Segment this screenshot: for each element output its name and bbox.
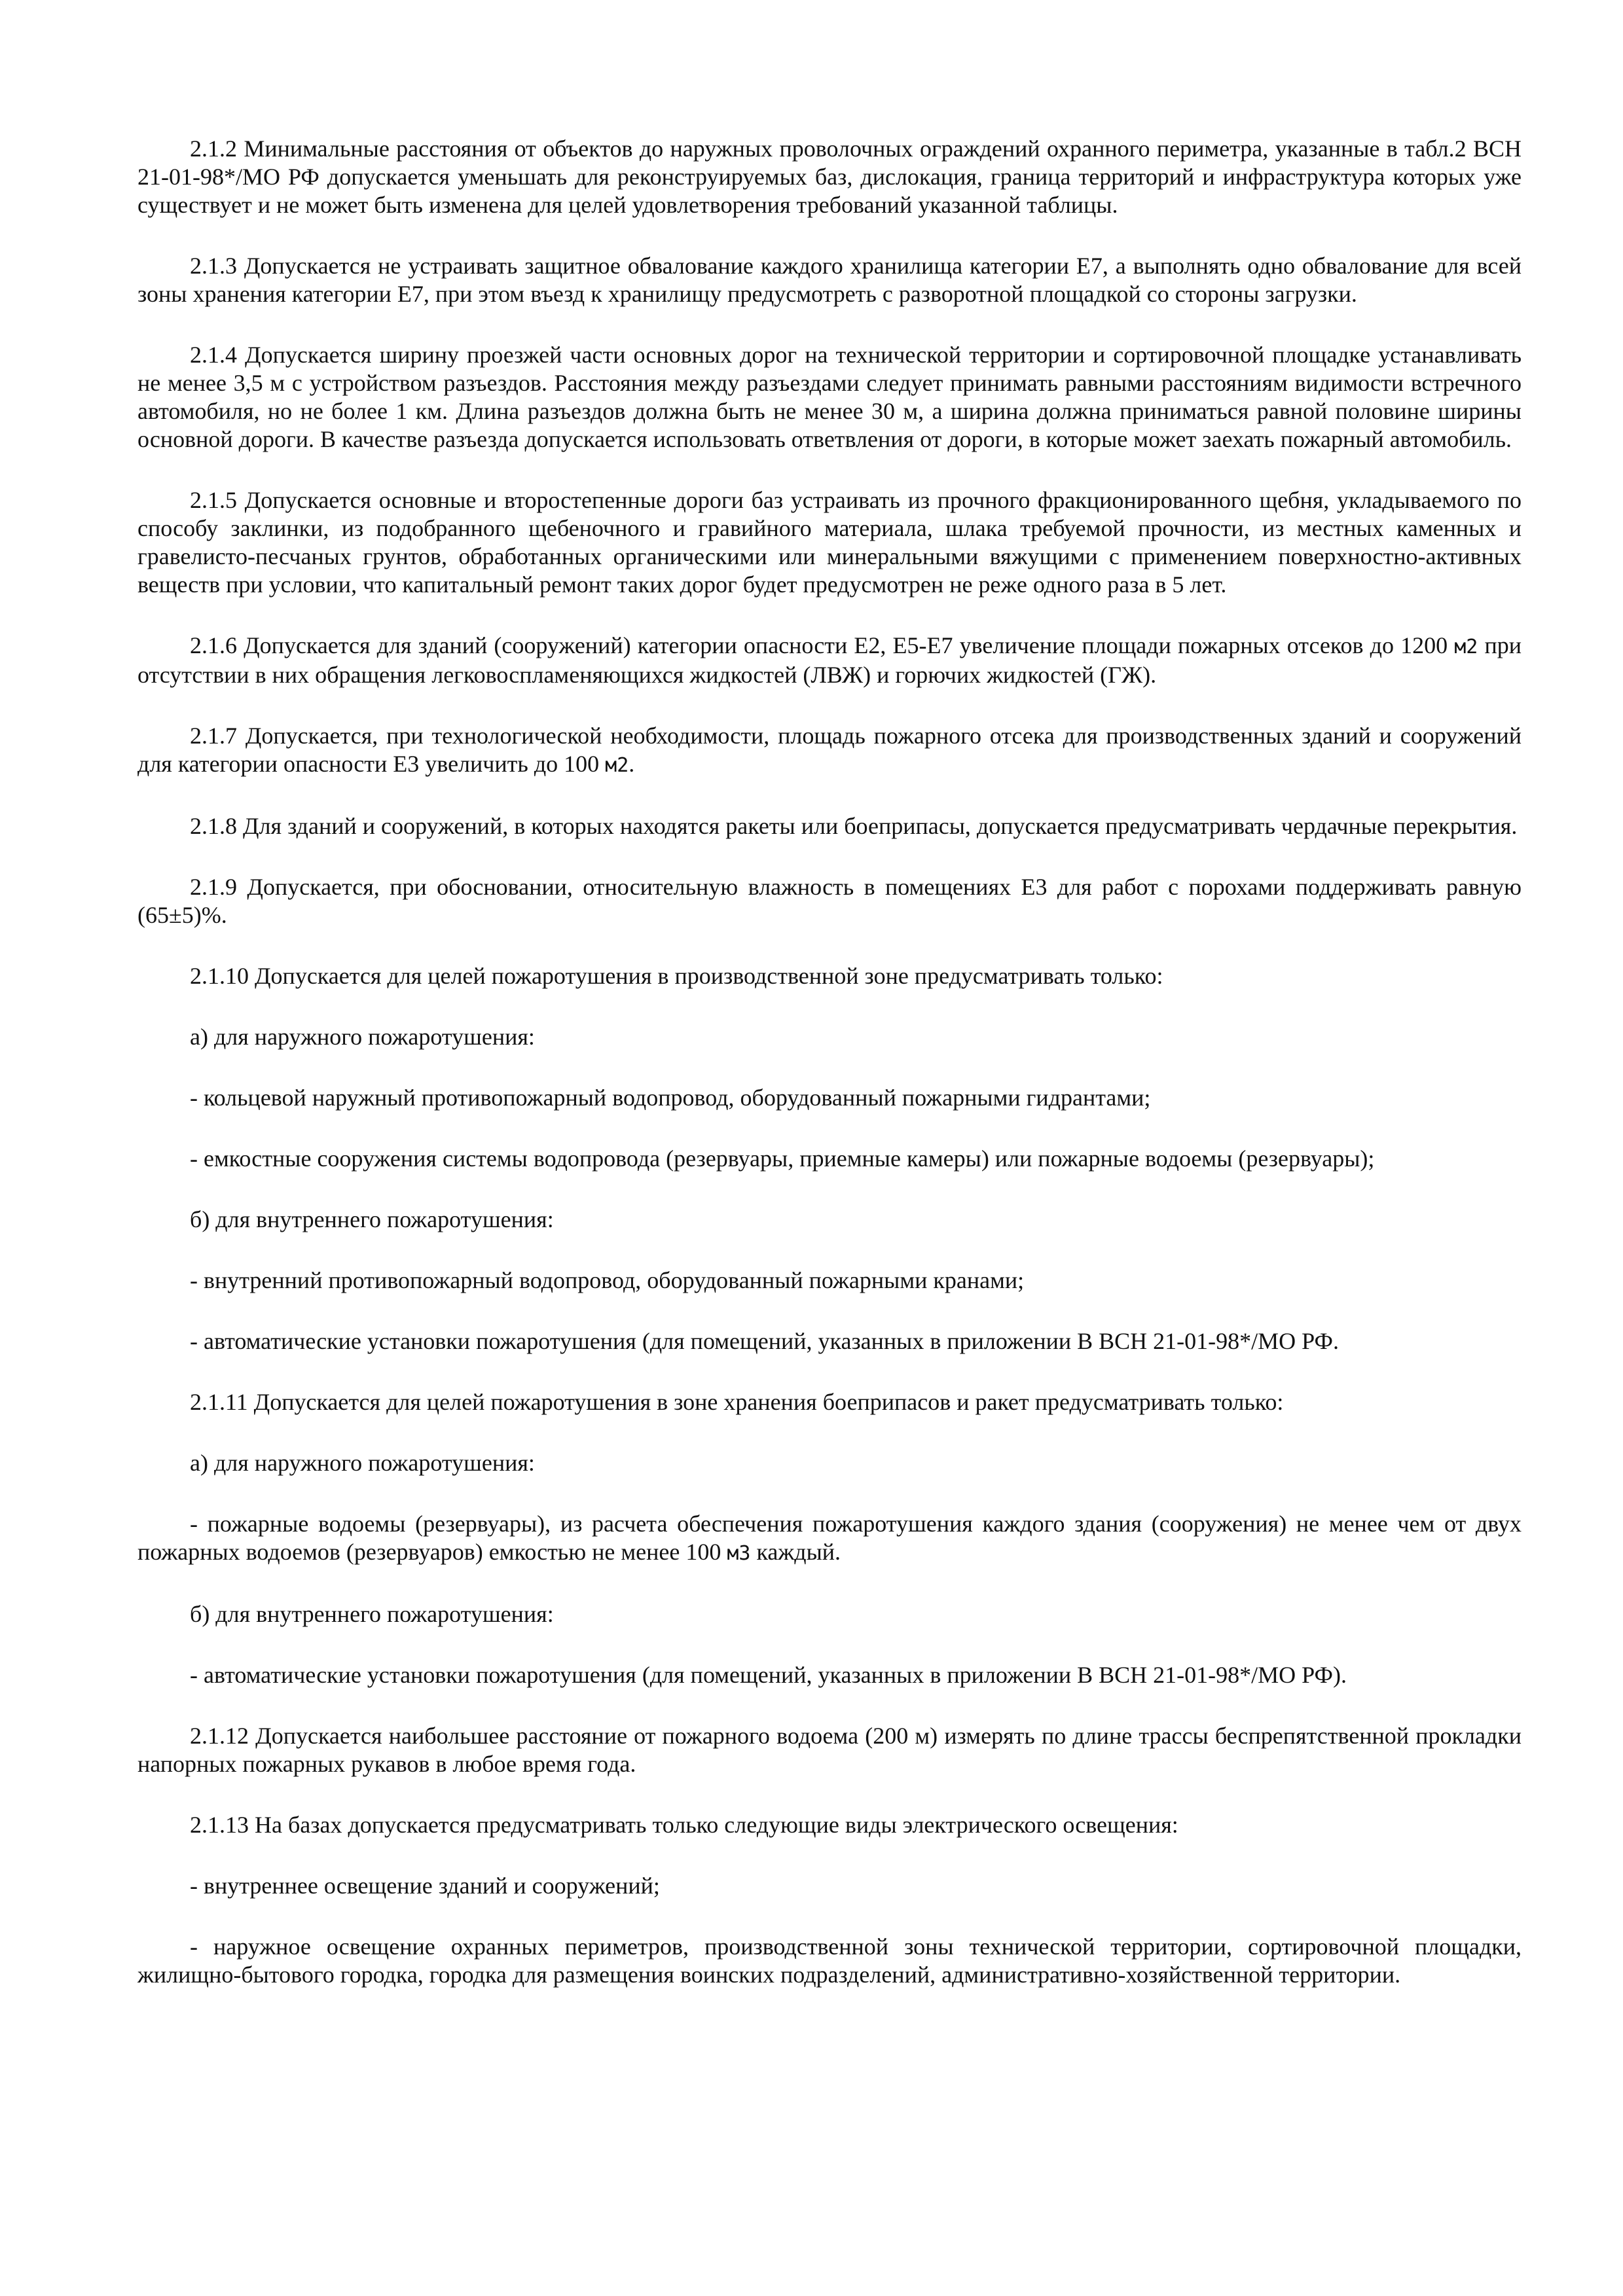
unit-label: м3 [727, 1542, 751, 1565]
paragraph-2-1-10: 2.1.10 Допускается для целей пожаротушения в производственной зоне предусматривать только: [190, 963, 1163, 989]
paragraph-2-1-11: 2.1.11 Допускается для целей пожаротушения в зоне хранения боеприпасов и ракет предусматривать только: [190, 1389, 1284, 1415]
paragraph-2-1-7 [137, 722, 1522, 780]
list-item: - автоматические установки пожаротушения (для помещений, указанных в приложении В ВСН 21-01-98*/МО РФ). [190, 1662, 1347, 1688]
paragraph-2-1-6 [137, 632, 1522, 689]
paragraph-2-1-13: 2.1.13 На базах допускается предусматривать только следующие виды электрического освещения: [190, 1812, 1178, 1838]
paragraph-text: . [629, 751, 635, 777]
list-item: б) для внутреннего пожаротушения: [190, 1601, 554, 1627]
paragraph-text: 2.1.7 Допускается, при технологической необходимости, площадь пожарного отсека для производственных зданий и сооружений для категории опасности Е3 увеличить до 100 [137, 723, 1522, 777]
paragraph-2-1-12: 2.1.12 Допускается наибольшее расстояние от пожарного водоема (200 м) измерять по длине трассы беспрепятственной прокладки напорных пожарных рукавов в любое время года. [137, 1723, 1522, 1777]
list-item: - наружное освещение охранных периметров, производственной зоны технической территории, сортировочной площадки, жилищно-бытового городка, городка для размещения воинских подразделений, административно-хозяйственной территории. [137, 1933, 1522, 1988]
paragraph-2-1-9: 2.1.9 Допускается, при обосновании, относительную влажность в помещениях Е3 для работ с порохами поддерживать равную (65±5)%. [137, 874, 1522, 928]
paragraph-2-1-4: 2.1.4 Допускается ширину проезжей части основных дорог на технической территории и сортировочной площадке устанавливать не менее 3,5 м с устройством разъездов. Расстояния между разъездами следует принимать равными расстояниям видимости встречного автомобиля, но не более 1 км. Длина разъездов должна быть не менее 30 м, а ширина должна приниматься равной половине ширины основной дороги. В качестве разъезда допускается использовать ответвления от дороги, в которые может заехать пожарный автомобиль. [137, 342, 1522, 452]
list-item: - внутреннее освещение зданий и сооружений; [190, 1873, 660, 1899]
list-item: - емкостные сооружения системы водопровода (резервуары, приемные камеры) или пожарные водоемы (резервуары); [190, 1145, 1375, 1172]
paragraph-text: каждый. [750, 1539, 841, 1565]
paragraph-2-1-5: 2.1.5 Допускается основные и второстепенные дороги баз устраивать из прочного фракционированного щебня, укладываемого по способу заклинки, из подобранного щебеночного и гравийного материала, шлака требуемой прочности, из местных каменных и гравелисто-песчаных грунтов, обработанных органическими или минеральными вяжущими с применением поверхностно-активных веществ при условии, что капитальный ремонт таких дорог будет предусмотрен не реже одного раза в 5 лет. [137, 487, 1522, 598]
list-item: а) для наружного пожаротушения: [190, 1024, 535, 1050]
paragraph-text: при отсутствии в них обращения легковоспламеняющихся жидкостей (ЛВЖ) и горючих жидкостей (ГЖ). [137, 632, 1522, 688]
list-item: а) для наружного пожаротушения: [190, 1450, 535, 1476]
list-item: - внутренний противопожарный водопровод, оборудованный пожарными кранами; [190, 1267, 1025, 1293]
unit-label: м2 [605, 754, 629, 777]
paragraph-text: 2.1.6 Допускается для зданий (сооружений) категории опасности Е2, Е5-Е7 увеличение площади пожарных отсеков до 1200 [190, 632, 1455, 658]
paragraph-2-1-2: 2.1.2 Минимальные расстояния от объектов до наружных проволочных ограждений охранного периметра, указанные в табл.2 ВСН 21-01-98*/МО РФ допускается уменьшать для реконструируемых баз, дислокация, граница территорий и инфраструктура которых уже существует и не может быть изменена для целей удовлетворения требований указанной таблицы. [137, 135, 1522, 218]
list-item: - автоматические установки пожаротушения (для помещений, указанных в приложении В ВСН 21-01-98*/МО РФ. [190, 1328, 1339, 1354]
paragraph-text: - пожарные водоемы (резервуары), из расчета обеспечения пожаротушения каждого здания (сооружения) не менее чем от двух пожарных водоемов (резервуаров) емкостью не менее 100 [137, 1511, 1522, 1565]
list-item: - кольцевой наружный противопожарный водопровод, оборудованный пожарными гидрантами; [190, 1085, 1151, 1111]
paragraph-2-1-8: 2.1.8 Для зданий и сооружений, в которых находятся ракеты или боеприпасы, допускается предусматривать чердачные перекрытия. [190, 813, 1518, 839]
paragraph-2-1-3: 2.1.3 Допускается не устраивать защитное обвалование каждого хранилища категории Е7, а выполнять одно обвалование для всей зоны хранения категории Е7, при этом въезд к хранилищу предусмотреть с разворотной площадкой со стороны загрузки. [137, 253, 1522, 307]
list-item [137, 1510, 1522, 1568]
list-item: б) для внутреннего пожаротушения: [190, 1206, 554, 1232]
unit-label: м2 [1454, 636, 1478, 658]
